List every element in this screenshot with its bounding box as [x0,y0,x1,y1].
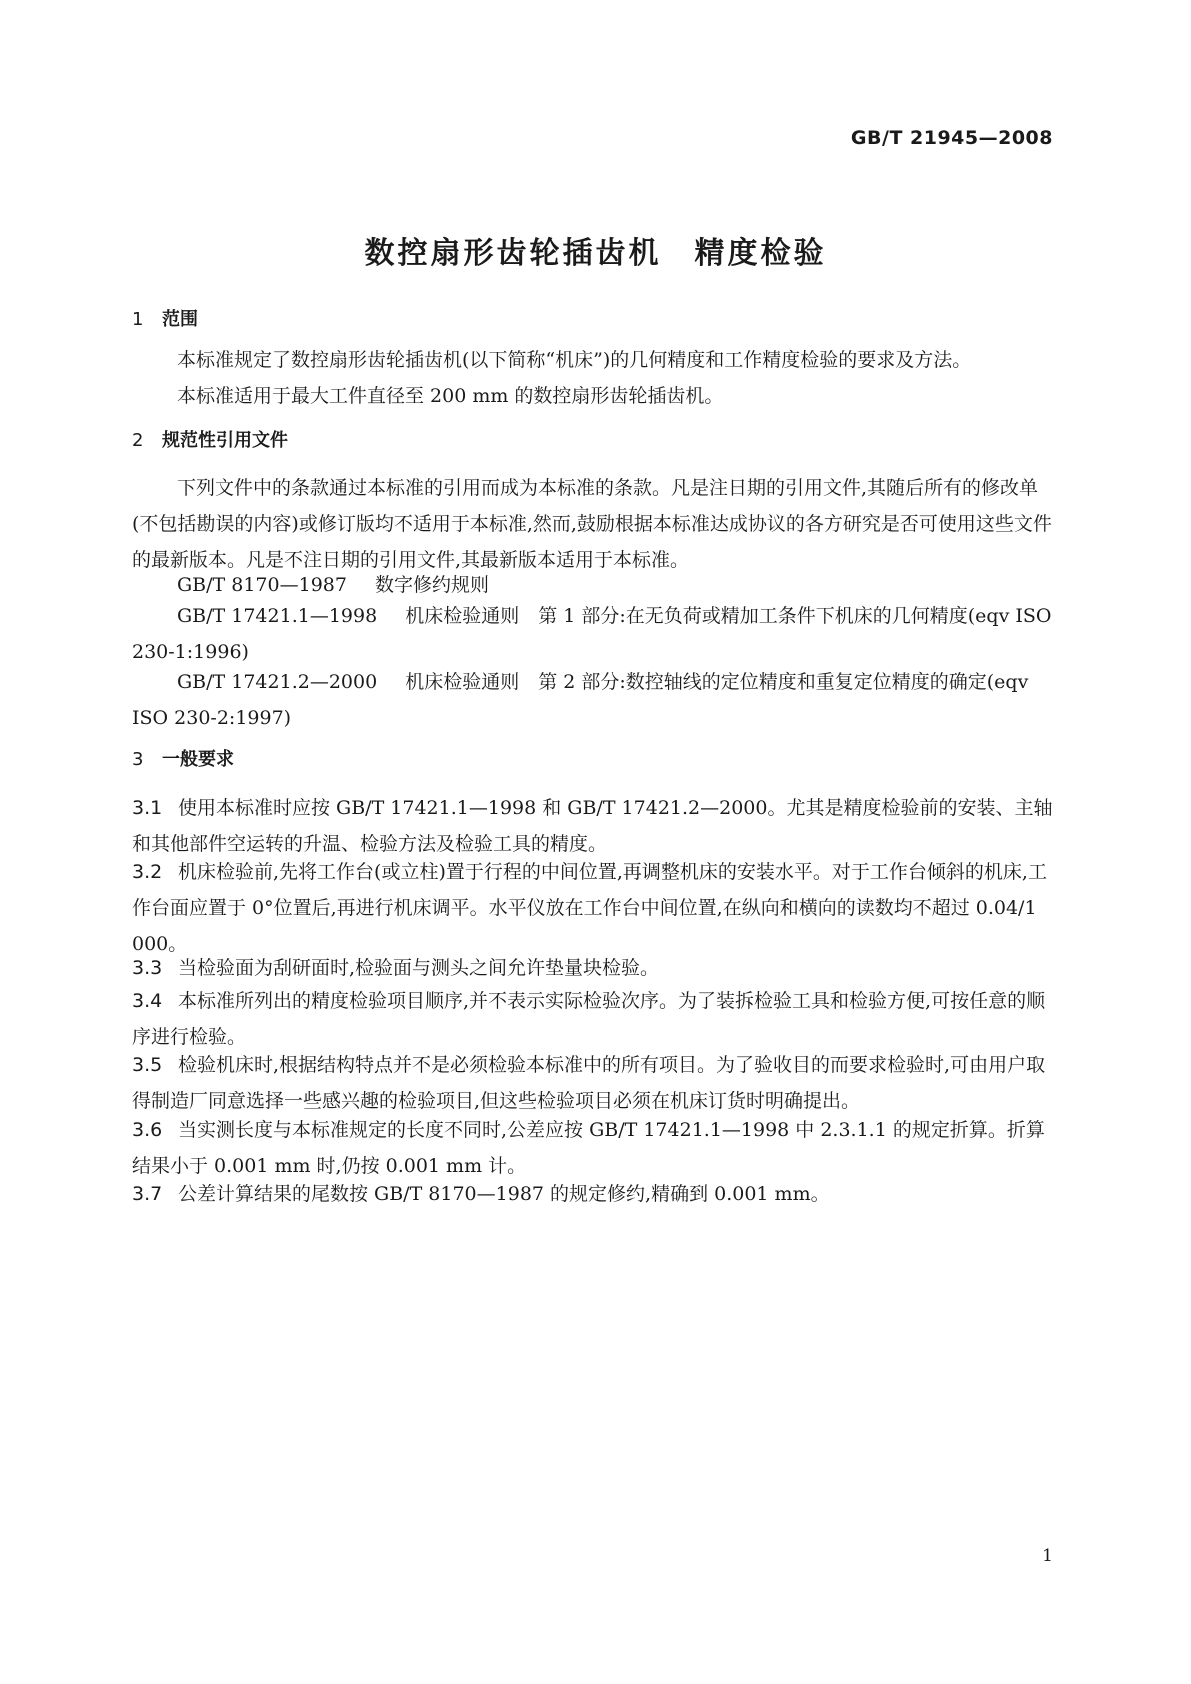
reference-code: GB/T 17421.1—1998 [177,605,378,627]
reference-title: 机床检验通则 第 1 部分:在无负荷或精加工条件下机床的几何精度(eqv ISO 230-1:1996) [132,605,1052,663]
reference-item [132,664,1062,736]
clause [132,854,1062,962]
clause-text: 本标准所列出的精度检验项目顺序,并不表示实际检验次序。为了装拆检验工具和检验方便,可按任意的顺序进行检验。 [132,990,1046,1048]
section-title: 范围 [162,309,198,330]
section-number: 2 [132,430,144,451]
page-number: 1 [1042,1546,1053,1566]
reference-code: GB/T 8170—1987 [177,574,347,596]
clause-number: 3.3 [132,957,163,979]
clause-number: 3.1 [132,797,163,819]
section-2-heading [132,426,288,452]
section-1-para-2: 本标准适用于最大工件直径至 200 mm 的数控扇形齿轮插齿机。 [177,385,724,407]
clause-text: 当实测长度与本标准规定的长度不同时,公差应按 GB/T 17421.1—1998 中 2.3.1.1 的规定折算。折算结果小于 0.001 mm 时,仍按 0.001 mm 计。 [132,1119,1045,1177]
reference-code: GB/T 17421.2—2000 [177,671,378,693]
clause-number: 3.2 [132,861,163,883]
section-number: 3 [132,749,144,770]
reference-title: 数字修约规则 [374,574,489,596]
clause [132,790,1062,862]
clause-text: 当检验面为刮研面时,检验面与测头之间允许垫量块检验。 [178,957,660,979]
clause-number: 3.4 [132,990,163,1012]
section-1-para-1: 本标准规定了数控扇形齿轮插齿机(以下简称“机床”)的几何精度和工作精度检验的要求及方法。 [177,349,972,371]
clause [132,1047,1062,1119]
document-title: 数控扇形齿轮插齿机 精度检验 [364,236,827,271]
clause-text: 机床检验前,先将工作台(或立柱)置于行程的中间位置,再调整机床的安装水平。对于工作台倾斜的机床,工作台面应置于 0°位置后,再进行机床调平。水平仪放在工作台中间位置,在纵向和横向的读数均不超过 0.04/1 000。 [132,861,1047,955]
section-number: 1 [132,309,144,330]
section-3-heading [132,745,234,771]
clause-number: 3.7 [132,1183,163,1205]
clause-text: 使用本标准时应按 GB/T 17421.1—1998 和 GB/T 17421.2—2000。尤其是精度检验前的安装、主轴和其他部件空运转的升温、检验方法及检验工具的精度。 [132,797,1053,855]
clause [132,1112,1062,1184]
section-title: 一般要求 [162,749,234,770]
section-2-intro: 下列文件中的条款通过本标准的引用而成为本标准的条款。凡是注日期的引用文件,其随后所有的修改单(不包括勘误的内容)或修订版均不适用于本标准,然而,鼓励根据本标准达成协议的各方研究是否可使用这些文件的最新版本。凡是不注日期的引用文件,其最新版本适用于本标准。 [132,477,1052,571]
clause-number: 3.5 [132,1054,163,1076]
section-title: 规范性引用文件 [162,430,288,451]
clause-number: 3.6 [132,1119,163,1141]
clause [132,950,1062,986]
standard-number: GB/T 21945—2008 [850,127,1053,149]
clause-text: 公差计算结果的尾数按 GB/T 8170—1987 的规定修约,精确到 0.001 mm。 [178,1183,830,1205]
clause [132,983,1062,1055]
clause-text: 检验机床时,根据结构特点并不是必须检验本标准中的所有项目。为了验收目的而要求检验时,可由用户取得制造厂同意选择一些感兴趣的检验项目,但这些检验项目必须在机床订货时明确提出。 [132,1054,1046,1112]
section-1-heading [132,305,198,331]
clause [132,1176,1062,1212]
reference-item [132,598,1062,670]
reference-title: 机床检验通则 第 2 部分:数控轴线的定位精度和重复定位精度的确定(eqv ISO 230-2:1997) [132,671,1029,729]
